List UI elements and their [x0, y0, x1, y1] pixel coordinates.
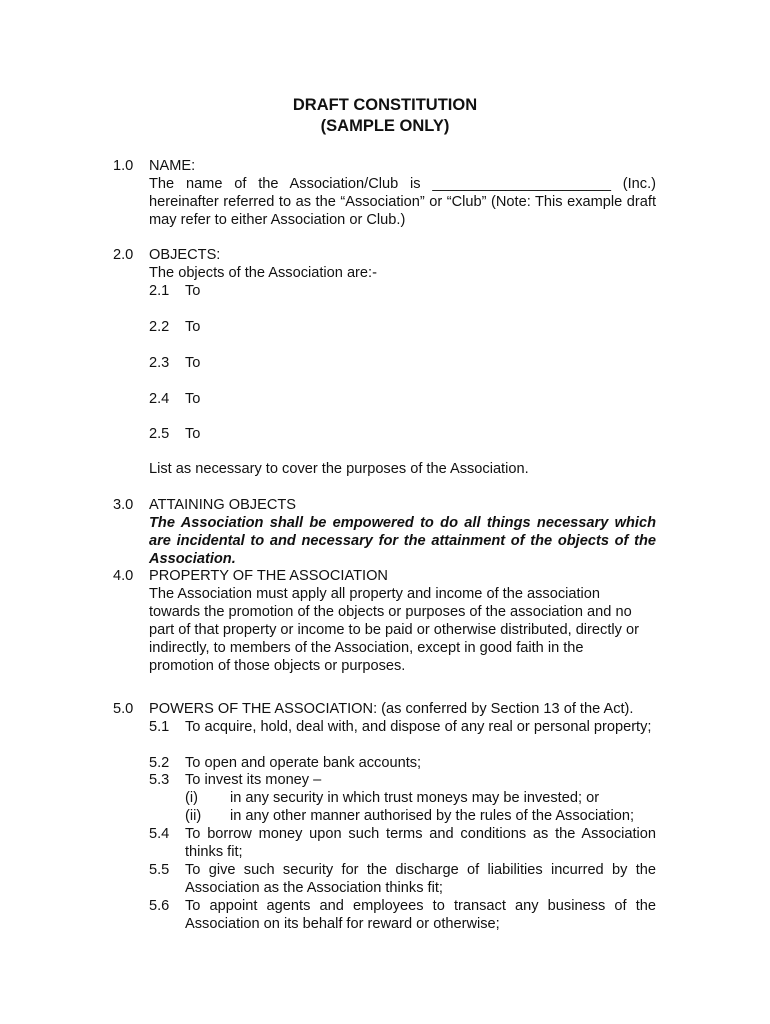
- section-heading: POWERS OF THE ASSOCIATION: (as conferred by Section 13 of the Act).: [149, 701, 634, 717]
- item-number: 5.2: [149, 755, 170, 771]
- item-text: To appoint agents and employees to transact any business of the Association on its behalf for reward or otherwise;: [185, 898, 656, 932]
- property-line: towards the promotion of the objects or purposes of the association and no: [149, 604, 632, 620]
- item-number: 5.6: [149, 898, 170, 914]
- section-attaining-body: The Association shall be empowered to do all things necessary which are incidental to and necessary for the attainment of the objects of the Association.: [149, 515, 656, 567]
- section-heading: ATTAINING OBJECTS: [149, 497, 297, 513]
- item-text: To: [185, 355, 201, 371]
- item-number: 2.2: [149, 319, 170, 335]
- section-number: 5.0: [113, 701, 134, 717]
- document-title: DRAFT CONSTITUTION: [292, 96, 478, 114]
- section-number: 4.0: [113, 568, 134, 584]
- item-text: To: [185, 426, 201, 442]
- subitem-number: (i): [185, 790, 198, 806]
- item-number: 2.3: [149, 355, 170, 371]
- objects-intro: The objects of the Association are:-: [149, 265, 377, 281]
- subitem-text: in any other manner authorised by the rules of the Association;: [230, 808, 634, 824]
- item-text: To: [185, 391, 201, 407]
- section-number: 3.0: [113, 497, 134, 513]
- section-heading: PROPERTY OF THE ASSOCIATION: [149, 568, 388, 584]
- section-heading: NAME:: [149, 158, 196, 174]
- section-number: 1.0: [113, 158, 134, 174]
- section-number: 2.0: [113, 247, 134, 263]
- property-line: promotion of those objects or purposes.: [149, 658, 406, 674]
- item-number: 5.3: [149, 772, 170, 788]
- item-text: To open and operate bank accounts;: [185, 755, 422, 771]
- property-line: indirectly, to members of the Association, except in good faith in the: [149, 640, 584, 656]
- section-heading: OBJECTS:: [149, 247, 221, 263]
- item-text: To borrow money upon such terms and conditions as the Association thinks fit;: [185, 826, 656, 860]
- document-subtitle: (SAMPLE ONLY): [320, 117, 450, 135]
- subitem-text: in any security in which trust moneys may be invested; or: [230, 790, 600, 806]
- subitem-number: (ii): [185, 808, 202, 824]
- item-text: To: [185, 319, 201, 335]
- item-text: To give such security for the discharge of liabilities incurred by the Association as the Association thinks fit;: [185, 862, 656, 896]
- item-number: 5.1: [149, 719, 170, 735]
- item-text: To invest its money –: [185, 772, 322, 788]
- item-text: To acquire, hold, deal with, and dispose of any real or personal property;: [185, 719, 652, 735]
- objects-note: List as necessary to cover the purposes of the Association.: [149, 461, 529, 477]
- item-number: 2.4: [149, 391, 170, 407]
- item-number: 2.1: [149, 283, 170, 299]
- item-number: 5.5: [149, 862, 170, 878]
- section-name-body: The name of the Association/Club is ______________________ (Inc.) hereinafter referred to as the “Association” or “Club” (Note: This example draft may refer to either Association or Club.): [149, 176, 656, 228]
- item-number: 2.5: [149, 426, 170, 442]
- item-number: 5.4: [149, 826, 170, 842]
- property-line: The Association must apply all property and income of the association: [149, 586, 601, 602]
- property-line: part of that property or income to be paid or otherwise distributed, directly or: [149, 622, 639, 638]
- item-text: To: [185, 283, 201, 299]
